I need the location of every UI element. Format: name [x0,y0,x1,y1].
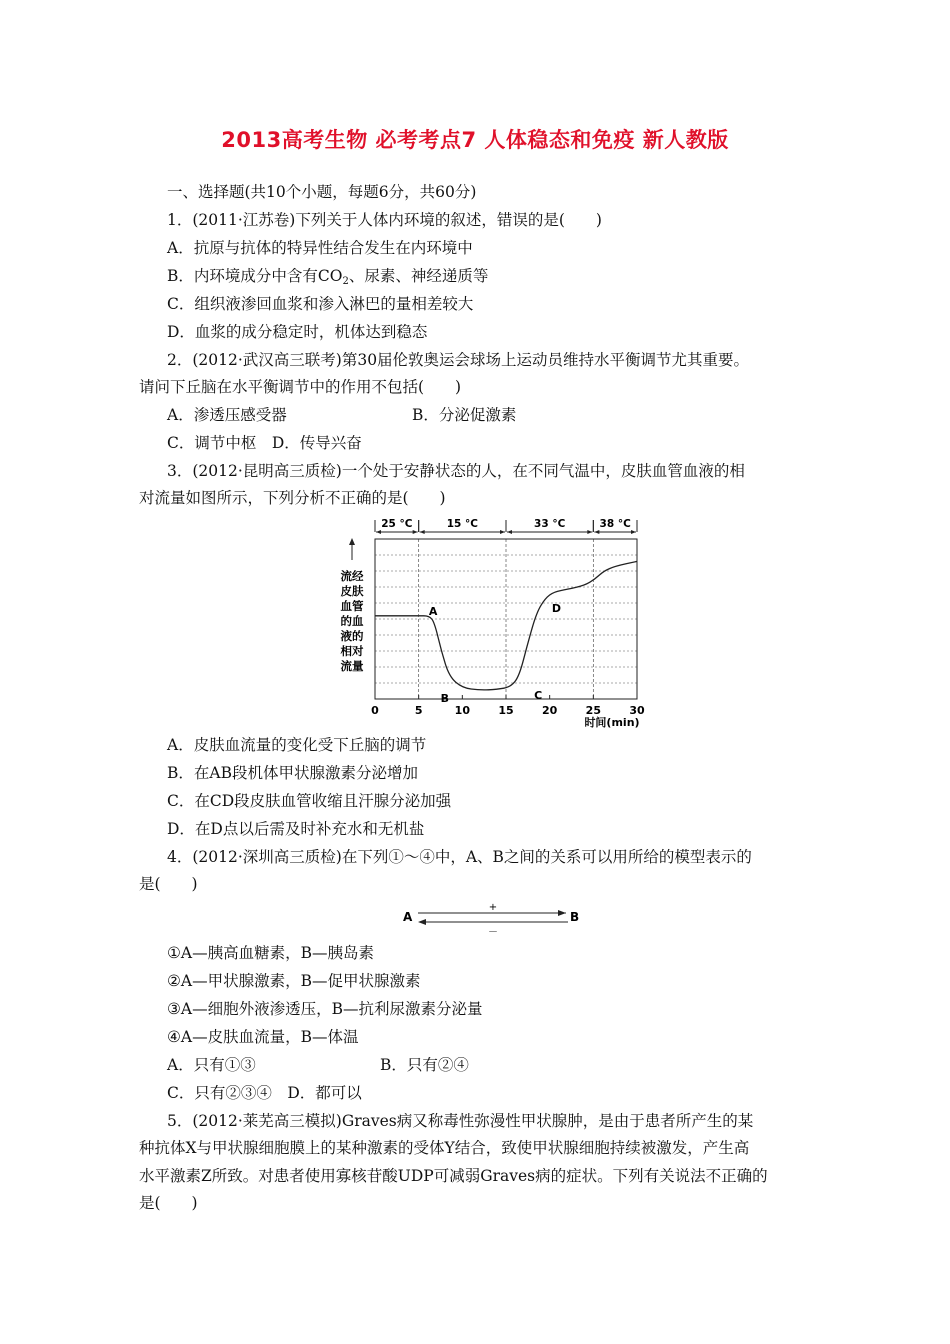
chart-grid [375,539,637,699]
band-bracket-arrowhead [594,530,599,534]
x-axis-label: 时间(min) [584,716,640,729]
x-tick-label: 25 [585,704,601,717]
model-arrowhead-positive [558,910,566,916]
band-bracket-arrowhead [376,530,381,534]
q1-option-a: A．抗原与抗体的特异性结合发生在内环境中 [167,239,473,257]
q1-stem: 1．(2011·江苏卷)下列关于人体内环境的叙述，错误的是( ) [167,211,602,229]
y-axis-label-line: 血管 [340,599,364,613]
y-axis-label-line: 流经 [340,569,364,583]
q3-stem-line2: 对流量如图所示，下列分析不正确的是( ) [139,489,446,507]
y-axis-label-line: 液的 [340,629,364,643]
x-tick-label: 20 [542,704,558,717]
band-label: 38 °C [599,518,631,530]
temperature-bands [375,518,637,534]
band-label: 33 °C [534,518,566,530]
model-node-b: B [570,910,580,924]
band-bracket-arrowhead [413,530,418,534]
band-bracket-arrowhead [507,530,512,534]
model-minus-sign: － [488,927,498,936]
q2-option-a: A．渗透压感受器 [167,406,287,424]
q2-option-cd: C．调节中枢 D．传导兴奋 [167,434,362,452]
point-label-b: B [440,691,450,705]
y-axis-label [341,538,364,673]
q5-stem-line3: 水平激素Z所致。对患者使用寡核苷酸UDP可减弱Graves病的症状。下列有关说法不正确的 [139,1167,768,1185]
point-label-a: A [428,604,438,618]
q3-stem-line1: 3．(2012·昆明高三质检)一个处于安静状态的人，在不同气温中，皮肤血管血液的相 [167,462,745,480]
band-bracket-arrowhead [500,530,505,534]
model-arrowhead-negative [418,919,426,925]
x-tick-label: 10 [454,704,470,717]
y-axis-label-line: 相对 [340,644,364,658]
q4-item-2: ②A—甲状腺激素，B—促甲状腺激素 [167,972,421,990]
model-node-a: A [403,910,413,924]
q3-option-a: A．皮肤血流量的变化受下丘脑的调节 [167,736,427,754]
q4-option-a: A．只有①③ [167,1056,256,1074]
x-tick-label: 15 [498,704,514,717]
feedback-model-diagram [398,900,588,936]
band-label: 25 °C [381,518,413,530]
q4-option-cd: C．只有②③④ D．都可以 [167,1084,362,1102]
q4-option-b: B．只有②④ [380,1056,469,1074]
q1-option-c: C．组织液渗回血浆和渗入淋巴的量相差较大 [167,295,474,313]
q3-option-d: D．在D点以后需及时补充水和无机盐 [167,820,425,838]
x-tick-label: 5 [414,704,423,717]
q1-option-d: D．血浆的成分稳定时，机体达到稳态 [167,323,428,341]
point-label-c: C [534,689,543,702]
section-heading: 一、选择题(共10个小题，每题6分，共60分) [167,183,477,201]
q2-stem-line1: 2．(2012·武汉高三联考)第30届伦敦奥运会球场上运动员维持水平衡调节尤其重要。 [167,351,750,369]
model-plus-sign: + [488,902,498,913]
q1-option-b: B．内环境成分中含有$CO_2$、尿素、神经递质等 [167,267,489,287]
blood-flow-chart [330,512,660,732]
band-bracket-arrowhead [587,530,592,534]
document-title: 2013高考生物 必考考点7 人体稳态和免疫 新人教版 [221,128,729,152]
q4-stem-line2: 是( ) [139,875,198,893]
band-bracket-arrowhead [420,530,425,534]
q5-stem-line4: 是( ) [139,1194,198,1212]
q2-option-b: B．分泌促激素 [412,406,517,424]
band-bracket-arrowhead [631,530,636,534]
q4-item-4: ④A—皮肤血流量，B—体温 [167,1028,359,1046]
y-axis-label-line: 的血 [340,614,364,628]
band-label: 15 °C [446,518,478,530]
point-label-d: D [551,601,561,615]
q4-item-3: ③A—细胞外液渗透压，B—抗利尿激素分泌量 [167,1000,483,1018]
x-axis-ticks [371,695,645,717]
y-axis-label-line: 皮肤 [340,584,364,598]
q2-stem-line2: 请问下丘脑在水平衡调节中的作用不包括( ) [139,378,462,396]
q3-option-b: B．在AB段机体甲状腺激素分泌增加 [167,764,418,782]
q4-item-1: ①A—胰高血糖素，B—胰岛素 [167,944,374,962]
x-tick-label: 0 [371,704,379,717]
q5-stem-line2: 种抗体X与甲状腺细胞膜上的某种激素的受体Y结合，致使甲状腺细胞持续被激发，产生高 [139,1139,750,1157]
y-axis-label-line: 流量 [340,659,364,673]
q5-stem-line1: 5．(2012·莱芜高三模拟)Graves病又称毒性弥漫性甲状腺肿，是由于患者所产生的某 [167,1112,754,1130]
x-tick-label: 30 [629,704,645,717]
q3-option-c: C．在CD段皮肤血管收缩且汗腺分泌加强 [167,792,452,810]
y-axis-arrowhead [349,538,355,545]
q4-stem-line1: 4．(2012·深圳高三质检)在下列①～④中，A、B之间的关系可以用所给的模型表示的 [167,848,752,866]
